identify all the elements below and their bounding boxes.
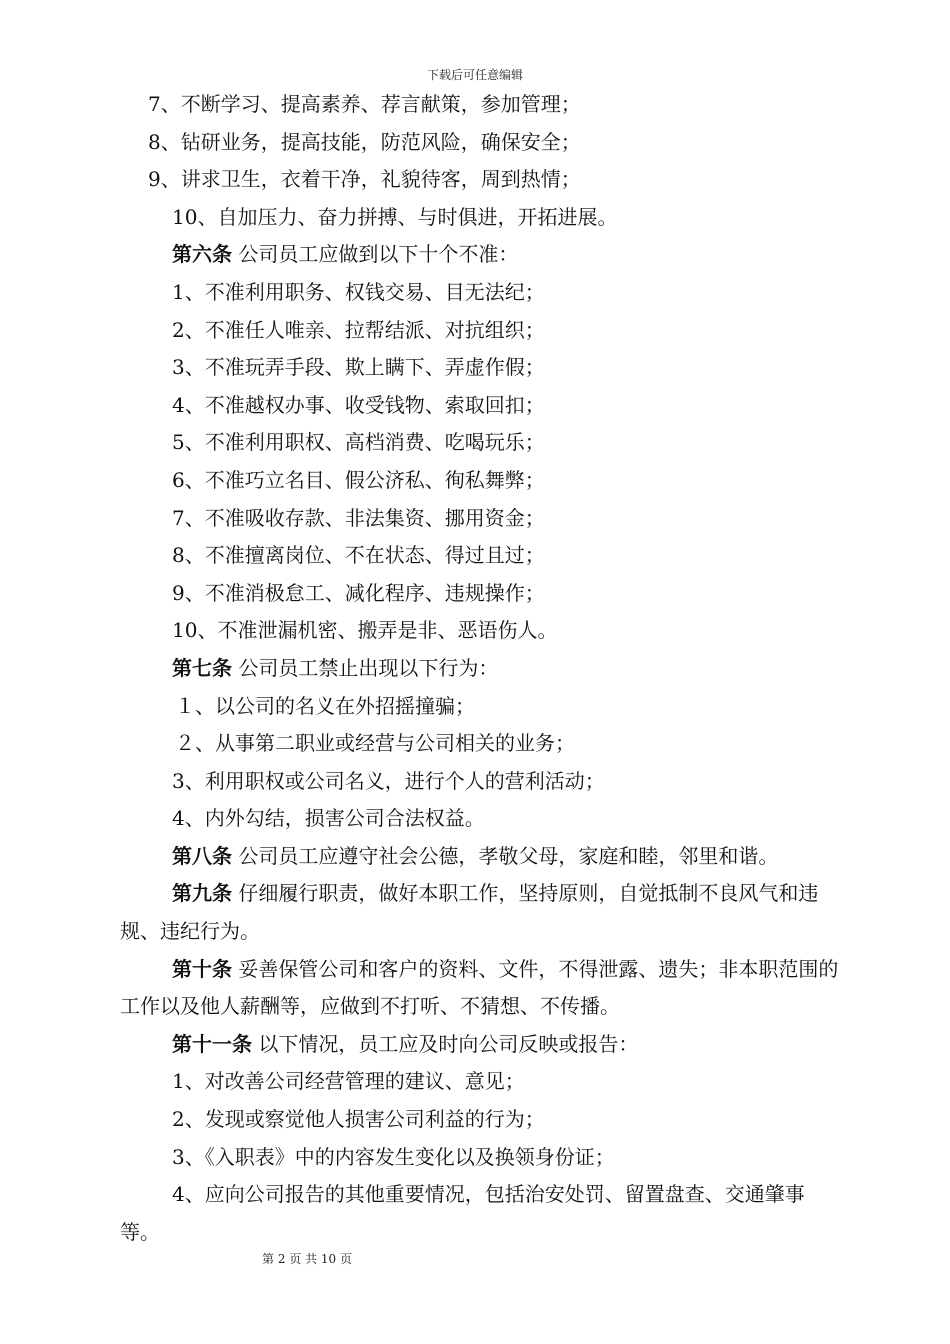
article-label: 第九条 — [172, 881, 232, 906]
list-item: 3、《入职表》中的内容发生变化以及换领身份证； — [172, 1144, 615, 1169]
article-10 — [120, 951, 840, 1026]
article-7 — [120, 650, 840, 688]
list-item: 1、不准利用职务、权钱交易、目无法纪； — [172, 279, 545, 304]
list-item: 3、不准玩弄手段、欺上瞒下、弄虚作假； — [172, 355, 545, 380]
article-text: 公司员工禁止出现以下行为： — [232, 655, 499, 680]
article-text: 妥善保管公司和客户的资料、文件，不得泄露、遗失；非本职范围的工作以及他人薪酬等，应做到不打听、不猜想、不传播。 — [120, 956, 839, 1019]
list-item: 4、不准越权办事、收受钱物、索取回扣； — [172, 392, 545, 417]
article-label: 第十条 — [172, 956, 232, 981]
list-item: ２、从事第二职业或经营与公司相关的业务； — [175, 731, 575, 756]
article-label: 第六条 — [172, 242, 232, 267]
list-item: 9、讲求卫生，衣着干净，礼貌待客，周到热情； — [148, 167, 581, 192]
article-8 — [120, 838, 840, 876]
page-footer: 第 2 页 共 10 页 — [262, 1252, 352, 1266]
list-item: 2、发现或察觉他人损害公司利益的行为； — [172, 1107, 545, 1132]
document-body — [120, 86, 840, 1251]
list-item: 3、利用职权或公司名义，进行个人的营利活动； — [172, 768, 605, 793]
list-item: 6、不准巧立名目、假公济私、徇私舞弊； — [172, 467, 545, 492]
list-item: 1、对改善公司经营管理的建议、意见； — [172, 1069, 525, 1094]
page-header: 下载后可任意编辑 — [426, 68, 523, 82]
list-item: 10、自加压力、奋力拼搏、与时俱进，开拓进展。 — [172, 204, 618, 229]
article-text: 公司员工应做到以下十个不准： — [232, 242, 519, 267]
list-item: 9、不准消极怠工、减化程序、违规操作； — [172, 580, 545, 605]
article-label: 第八条 — [172, 843, 232, 868]
list-item: 8、钻研业务，提高技能，防范风险，确保安全； — [148, 129, 581, 154]
list-item: 7、不断学习、提高素养、荐言献策，参加管理； — [148, 92, 581, 116]
list-item: 4、应向公司报告的其他重要情况，包括治安处罚、留置盘查、交通肇事等。 — [120, 1182, 805, 1244]
list-item: 8、不准擅离岗位、不在状态、得过且过； — [172, 543, 545, 568]
list-item: 5、不准利用职权、高档消费、吃喝玩乐； — [172, 430, 545, 455]
article-6 — [120, 236, 840, 274]
list-item: １、以公司的名义在外招摇撞骗； — [175, 693, 475, 718]
list-item: 4、内外勾结，损害公司合法权益。 — [172, 806, 485, 831]
list-item: 10、不准泄漏机密、搬弄是非、恶语伤人。 — [172, 618, 558, 643]
article-label: 第七条 — [172, 655, 232, 680]
article-11 — [120, 1026, 840, 1064]
article-text: 以下情况，员工应及时向公司反映或报告： — [252, 1031, 639, 1056]
list-item: 7、不准吸收存款、非法集资、挪用资金； — [172, 505, 545, 530]
article-9 — [120, 875, 840, 950]
list-item: 2、不准任人唯亲、拉帮结派、对抗组织； — [172, 317, 545, 342]
article-text: 仔细履行职责，做好本职工作，坚持原则，自觉抵制不良风气和违规、违纪行为。 — [120, 881, 819, 944]
article-text: 公司员工应遵守社会公德，孝敬父母，家庭和睦，邻里和谐。 — [232, 843, 779, 868]
article-label: 第十一条 — [172, 1031, 252, 1056]
